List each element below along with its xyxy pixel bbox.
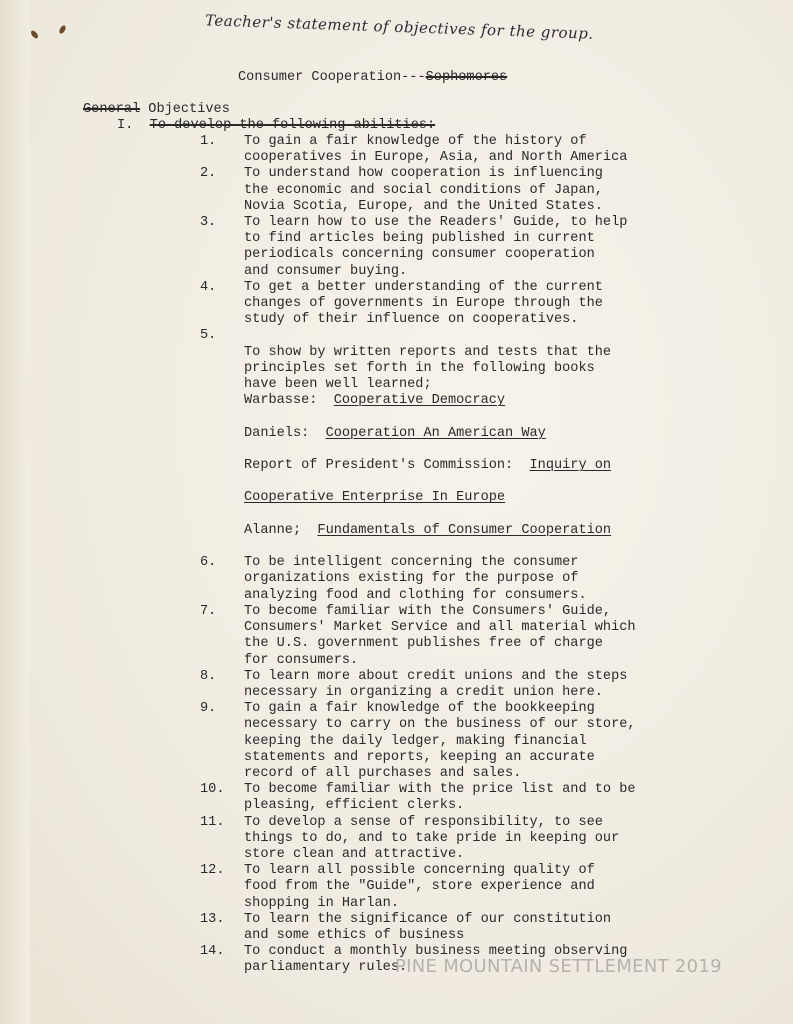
item-text: To show by written reports and tests that the principles set forth in the following books have been well learned;	[244, 344, 612, 393]
item-text: To learn how to use the Readers' Guide, to help to find articles being published in current periodicals concerning consumer cooperation and consumer buying.	[244, 215, 628, 279]
item-number: 14.	[200, 944, 225, 960]
item-number: 13.	[200, 911, 225, 927]
item-number: 12.	[200, 863, 225, 879]
item-number: 1.	[200, 134, 217, 149]
item-text: To become familiar with the price list and to be pleasing, efficient clerks.	[244, 782, 636, 814]
document-title	[238, 70, 507, 86]
paper-stain	[58, 24, 67, 34]
item-number: 11.	[200, 814, 225, 830]
list-item	[200, 555, 720, 604]
book-entry	[244, 458, 714, 474]
list-item	[200, 669, 720, 701]
item-text: To gain a fair knowledge of the bookkeeping necessary to carry on the business of our store, keeping the daily ledger, making financial statements and reports, keeping an accurate record of all purchases and sales.	[244, 701, 636, 781]
item-text: To get a better understanding of the current changes of governments in Europe through the study of their influence on cooperatives.	[244, 279, 603, 328]
handwritten-note: Teacher's statement of objectives for the group.	[204, 11, 594, 43]
objectives-heading	[83, 102, 230, 118]
book-title: Cooperative Democracy	[333, 393, 506, 409]
item-text: To learn the significance of our constitution and some ethics of business	[244, 911, 612, 943]
heading-text: Objectives	[148, 102, 230, 117]
book-entry	[244, 426, 714, 442]
item-number: 6.	[200, 555, 217, 571]
item-number: 10.	[200, 782, 225, 798]
book-author: Alanne;	[244, 522, 318, 538]
book-entry	[244, 393, 714, 409]
book-author: Report of President's Commission:	[244, 458, 530, 474]
book-title: Fundamentals of Consumer Cooperation	[317, 522, 612, 538]
item-text: To become familiar with the Consumers' Guide, Consumers' Market Service and all material which the U.S. government publishes free of charge for consumers.	[244, 603, 636, 668]
book-title: Inquiry on	[529, 458, 612, 474]
item-number: 4.	[200, 279, 217, 295]
item-text: To gain a fair knowledge of the history of cooperatives in Europe, Asia, and North America	[244, 134, 628, 166]
book-entry	[244, 523, 714, 539]
item-number: 3.	[200, 215, 217, 231]
list-item	[200, 280, 720, 329]
item-text: To develop a sense of responsibility, to see things to do, and to take pride in keeping our store clean and attractive.	[244, 814, 620, 862]
list-item	[200, 701, 720, 782]
item-text: To learn all possible concerning quality of food from the "Guide", store experience and shopping in Harlan.	[244, 863, 595, 911]
objectives-list	[200, 134, 720, 977]
list-item	[200, 604, 720, 669]
book-title: Cooperation An American Way	[325, 425, 546, 441]
item-number: 7.	[200, 603, 217, 619]
book-author: Daniels:	[244, 425, 326, 441]
item-text: To be intelligent concerning the consumer organizations existing for the purpose of analyzing food and clothing for consumers.	[244, 555, 587, 603]
list-item	[200, 215, 720, 280]
item-number: 2.	[200, 166, 217, 182]
book-author: Warbasse:	[244, 393, 334, 409]
list-item	[200, 166, 720, 215]
item-number: 8.	[200, 668, 217, 684]
watermark: PINE MOUNTAIN SETTLEMENT 2019	[395, 956, 722, 977]
list-item	[200, 782, 720, 814]
list-item	[200, 863, 720, 912]
paper-stain	[30, 29, 40, 39]
item-text: To learn more about credit unions and the steps necessary in organizing a credit union here.	[244, 668, 628, 700]
item-number: 5.	[200, 328, 217, 344]
list-item	[200, 134, 720, 166]
section-heading	[117, 118, 435, 134]
item-body	[244, 328, 714, 555]
list-item	[200, 815, 720, 864]
list-item	[200, 912, 720, 944]
item-text: To understand how cooperation is influencing the economic and social conditions of Japan, Novia Scotia, Europe, and the United States.	[244, 166, 603, 214]
list-item	[200, 328, 720, 555]
paper-edge	[0, 0, 30, 1024]
item-text: To conduct a monthly business meeting observing parliamentary rules.	[244, 944, 628, 976]
heading-struck-text: General	[83, 102, 141, 117]
book-title: Cooperative Enterprise In Europe	[244, 490, 506, 506]
title-text: Consumer Cooperation---	[238, 70, 426, 85]
item-number: 9.	[200, 701, 217, 717]
title-struck-text: Sophomores	[425, 70, 508, 85]
section-struck-text: To develop the following abilities:	[149, 118, 436, 133]
book-entry	[244, 490, 714, 506]
section-number: I.	[117, 118, 134, 133]
